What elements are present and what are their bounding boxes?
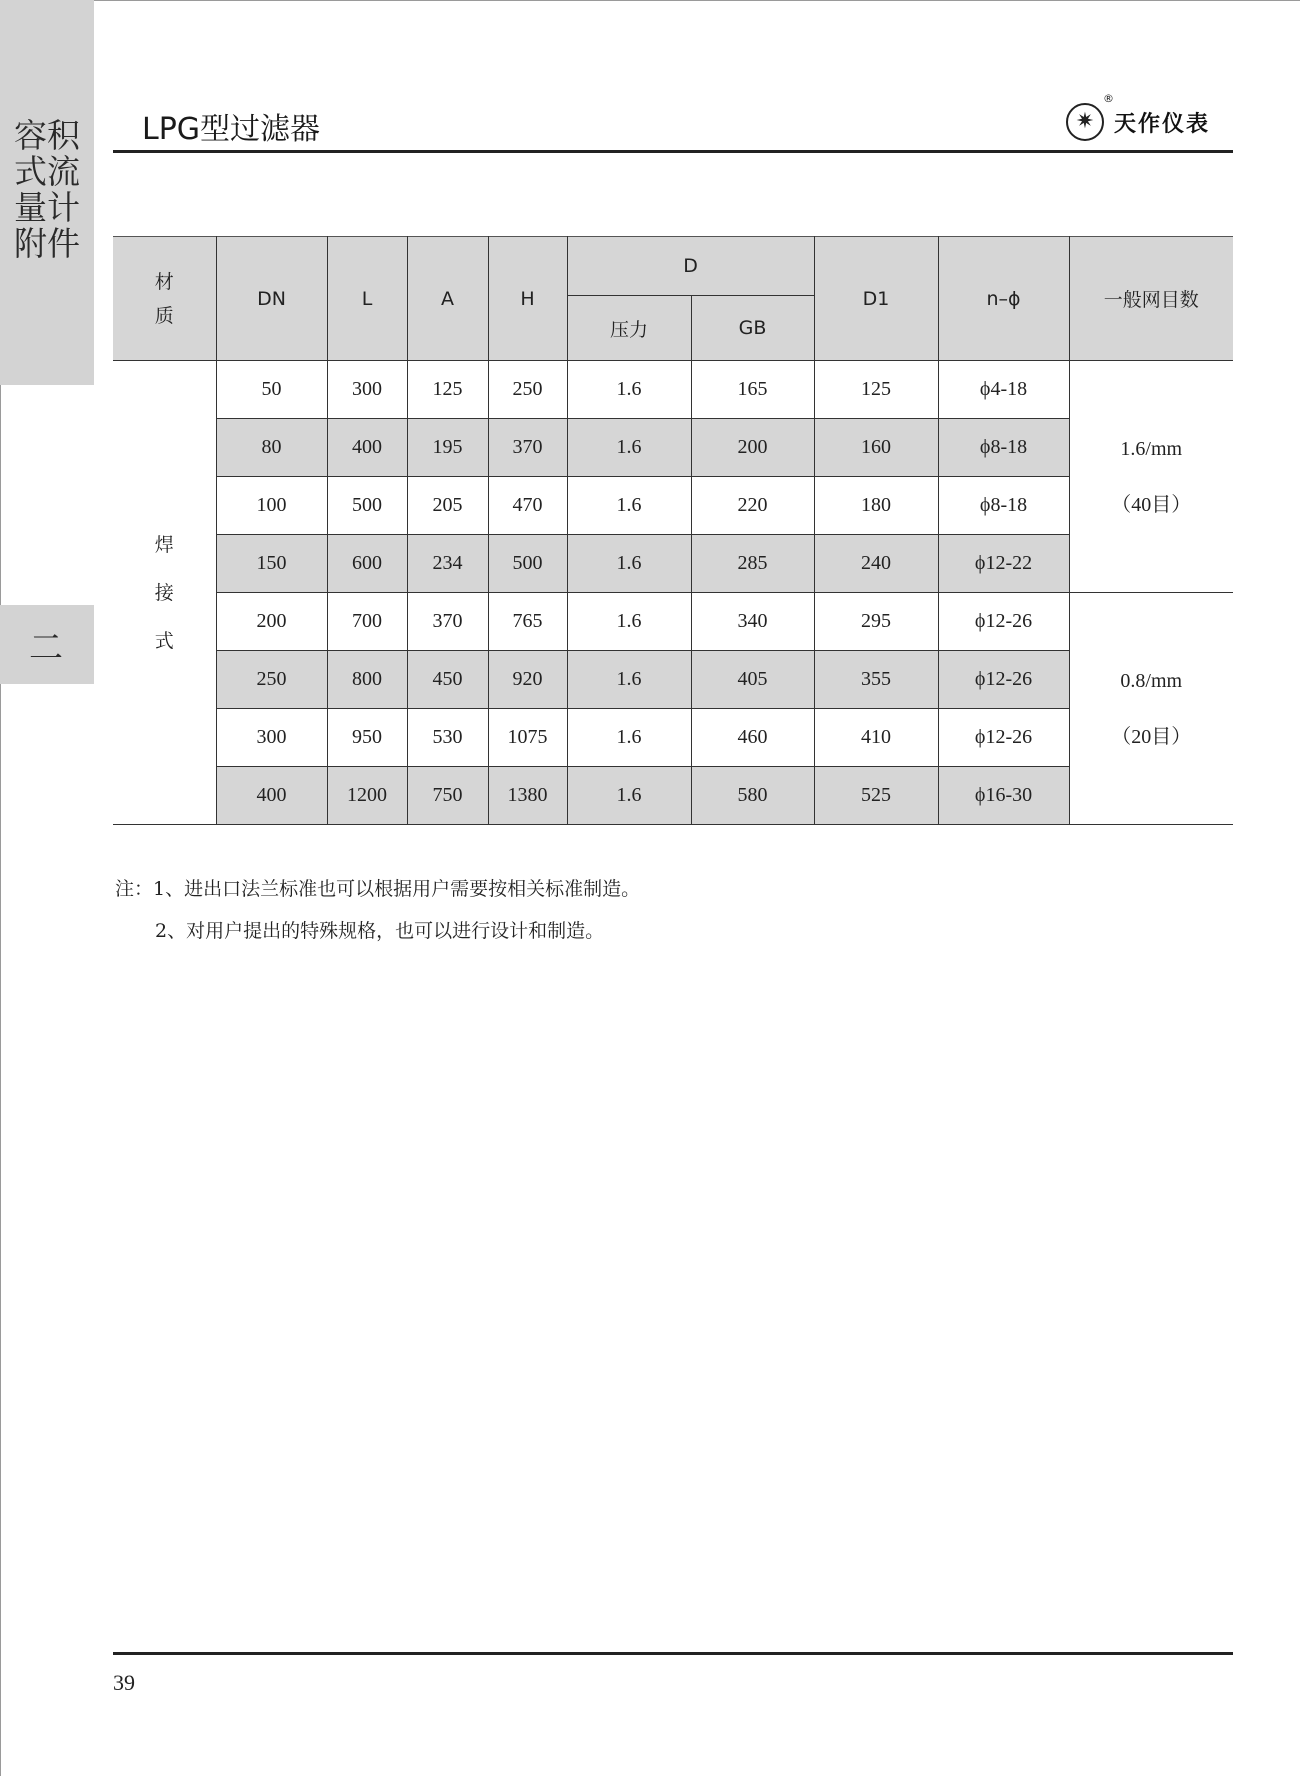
header-rule [113, 150, 1233, 153]
mesh-count: （20目） [1111, 725, 1192, 748]
cell-h: 1075 [488, 709, 567, 767]
cell-d1: 525 [814, 767, 938, 825]
header-n-phi: n–ϕ [938, 237, 1069, 361]
table-row [113, 361, 1233, 419]
page-frame-top [92, 0, 1300, 1]
cell-gb: 460 [691, 709, 814, 767]
cell-d1: 295 [814, 593, 938, 651]
cell-h: 1380 [488, 767, 567, 825]
cell-l: 500 [327, 477, 407, 535]
cell-dn: 300 [216, 709, 327, 767]
cell-a: 125 [407, 361, 488, 419]
cell-a: 750 [407, 767, 488, 825]
table-row [113, 477, 1233, 535]
cell-n-phi: ϕ8-18 [938, 477, 1069, 535]
mesh-cell-1 [1069, 361, 1233, 593]
cell-l: 800 [327, 651, 407, 709]
cell-pressure: 1.6 [567, 593, 691, 651]
cell-d1: 240 [814, 535, 938, 593]
table-row [113, 709, 1233, 767]
cell-a: 195 [407, 419, 488, 477]
section-number: 二 [29, 628, 65, 668]
brand-star-icon: ✷ ® [1066, 103, 1104, 141]
cell-h: 470 [488, 477, 567, 535]
sidebar-title: 容积式流量计附件 [14, 116, 80, 263]
cell-h: 920 [488, 651, 567, 709]
cell-dn: 200 [216, 593, 327, 651]
table-row [113, 535, 1233, 593]
cell-d1: 355 [814, 651, 938, 709]
cell-a: 234 [407, 535, 488, 593]
note-line-1: 注：1、进出口法兰标准也可以根据用户需要按相关标准制造。 [115, 878, 641, 900]
header-material-label: 材质 [154, 270, 174, 327]
cell-d1: 410 [814, 709, 938, 767]
header-d-gb: GB [691, 296, 814, 361]
cell-n-phi: ϕ12-26 [938, 651, 1069, 709]
header-d-pressure: 压力 [567, 296, 691, 361]
header-l: L [327, 237, 407, 361]
cell-gb: 405 [691, 651, 814, 709]
cell-dn: 250 [216, 651, 327, 709]
cell-a: 530 [407, 709, 488, 767]
cell-n-phi: ϕ12-26 [938, 709, 1069, 767]
header-dn: DN [216, 237, 327, 361]
note-line-2: 2、对用户提出的特殊规格，也可以进行设计和制造。 [155, 920, 605, 942]
cell-gb: 220 [691, 477, 814, 535]
cell-h: 500 [488, 535, 567, 593]
cell-a: 205 [407, 477, 488, 535]
cell-dn: 100 [216, 477, 327, 535]
cell-pressure: 1.6 [567, 767, 691, 825]
material-cell [113, 361, 216, 825]
cell-gb: 340 [691, 593, 814, 651]
cell-pressure: 1.6 [567, 535, 691, 593]
cell-dn: 50 [216, 361, 327, 419]
header-a: A [407, 237, 488, 361]
cell-h: 765 [488, 593, 567, 651]
table-row [113, 593, 1233, 651]
cell-pressure: 1.6 [567, 419, 691, 477]
brand-logo [1066, 92, 1211, 144]
brand-name: 天作仪表 [1114, 110, 1211, 137]
cell-pressure: 1.6 [567, 709, 691, 767]
header-d: D [567, 237, 814, 296]
material-label: 焊接式 [154, 533, 174, 652]
header-material [113, 237, 216, 361]
mesh-cell-2 [1069, 593, 1233, 825]
cell-a: 370 [407, 593, 488, 651]
cell-n-phi: ϕ12-22 [938, 535, 1069, 593]
cell-l: 600 [327, 535, 407, 593]
page-number: 39 [113, 1670, 135, 1695]
notes [115, 868, 640, 952]
cell-l: 1200 [327, 767, 407, 825]
table-row [113, 767, 1233, 825]
mesh-size: 1.6/mm [1120, 437, 1183, 460]
cell-d1: 180 [814, 477, 938, 535]
cell-n-phi: ϕ4-18 [938, 361, 1069, 419]
mesh-size: 0.8/mm [1120, 669, 1183, 692]
cell-gb: 200 [691, 419, 814, 477]
section-tab [0, 605, 94, 684]
mesh-count: （40目） [1111, 493, 1192, 516]
table-row [113, 651, 1233, 709]
cell-h: 250 [488, 361, 567, 419]
cell-pressure: 1.6 [567, 651, 691, 709]
header-mesh: 一般网目数 [1069, 237, 1233, 361]
cell-d1: 160 [814, 419, 938, 477]
header-h: H [488, 237, 567, 361]
cell-n-phi: ϕ8-18 [938, 419, 1069, 477]
cell-gb: 580 [691, 767, 814, 825]
cell-l: 950 [327, 709, 407, 767]
cell-gb: 165 [691, 361, 814, 419]
table-row [113, 419, 1233, 477]
cell-l: 400 [327, 419, 407, 477]
cell-pressure: 1.6 [567, 361, 691, 419]
page-title: LPG型过滤器 [142, 112, 321, 147]
cell-a: 450 [407, 651, 488, 709]
cell-dn: 150 [216, 535, 327, 593]
cell-l: 300 [327, 361, 407, 419]
cell-n-phi: ϕ12-26 [938, 593, 1069, 651]
cell-l: 700 [327, 593, 407, 651]
cell-pressure: 1.6 [567, 477, 691, 535]
cell-n-phi: ϕ16-30 [938, 767, 1069, 825]
header-d1: D1 [814, 237, 938, 361]
spec-table [113, 236, 1233, 825]
cell-h: 370 [488, 419, 567, 477]
cell-dn: 80 [216, 419, 327, 477]
cell-gb: 285 [691, 535, 814, 593]
cell-d1: 125 [814, 361, 938, 419]
cell-dn: 400 [216, 767, 327, 825]
registered-mark: ® [1103, 92, 1114, 105]
sidebar-tab [0, 0, 94, 385]
footer-rule [113, 1652, 1233, 1655]
